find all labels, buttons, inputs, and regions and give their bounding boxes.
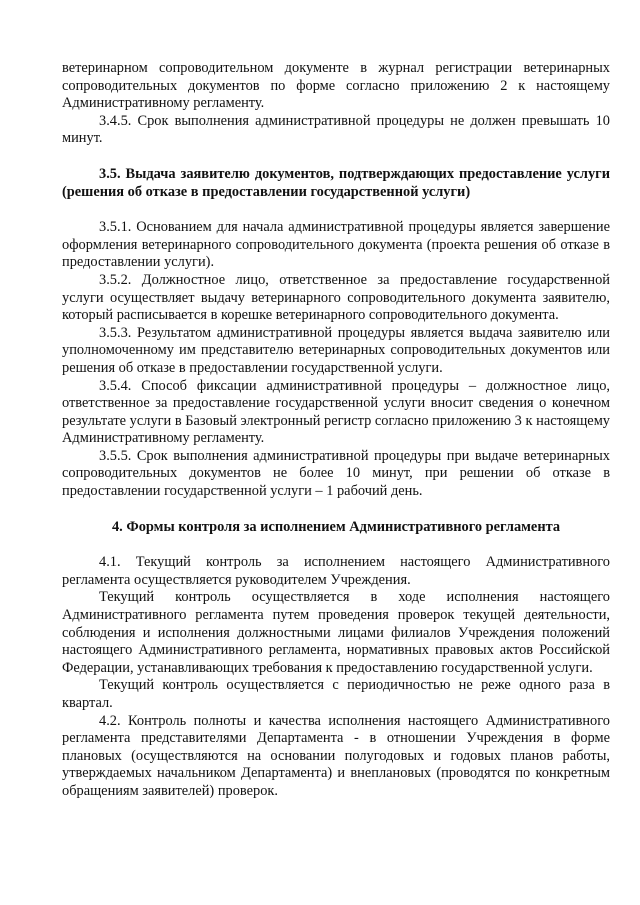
spacer bbox=[62, 148, 610, 166]
paragraph-4-2: 4.2. Контроль полноты и качества исполнения настоящего Административного регламента представителями Департамента - в отношении Учреждения в форме плановых (осуществляются на основании полугодовых и годовых планов работы, утверждаемых начальником Департамента) и внеплановых (проводятся по конкретным обращениям заявителей) проверок. bbox=[62, 712, 610, 799]
spacer bbox=[62, 201, 610, 219]
paragraph-3-5-3: 3.5.3. Результатом административной процедуры является выдача заявителю или уполномоченному им представителю ветеринарных сопроводительных документов или решения об отказе в предоставлении государственной услуги. bbox=[62, 324, 610, 376]
paragraph-3-4-5: 3.4.5. Срок выполнения административной процедуры не должен превышать 10 минут. bbox=[62, 112, 610, 147]
section-heading-4: 4. Формы контроля за исполнением Административного регламента bbox=[111, 518, 561, 535]
paragraph-3-5-1: 3.5.1. Основанием для начала административной процедуры является завершение оформления ветеринарного сопроводительного документа (проекта решения об отказе в предоставлении услуги). bbox=[62, 219, 610, 271]
paragraph-3-5-4: 3.5.4. Способ фиксации административной процедуры – должностное лицо, ответственное за предоставление государственной услуги вносит сведения о конечном результате услуги в Базовый электронный регистр согласно приложению 3 к настоящему Административному регламенту. bbox=[62, 377, 610, 447]
paragraph-4-1: 4.1. Текущий контроль за исполнением настоящего Административного регламента осуществляется руководителем Учреждения. bbox=[62, 554, 610, 588]
paragraph-current-control: Текущий контроль осуществляется в ходе исполнения настоящего Административного регламента путем проведения проверок текущей деятельности, соблюдения и исполнения должностными лицами филиалов Учреждения положений настоящего Административного регламента, нормативных правовых актов Российской Федерации, устанавливающих требования к предоставлению государственной услуги. bbox=[62, 589, 610, 676]
paragraph-continuation: ветеринарном сопроводительном документе в журнал регистрации ветеринарных сопроводительных документов по форме согласно приложению 2 к настоящему Административному регламенту. bbox=[62, 60, 610, 112]
document-page bbox=[62, 60, 610, 801]
paragraph-3-5-2: 3.5.2. Должностное лицо, ответственное за предоставление государственной услуги осуществляет выдачу ветеринарного сопроводительного документа заявителю, который расписывается в корешке ветеринарного сопроводительного документа. bbox=[62, 271, 610, 324]
spacer bbox=[62, 501, 610, 519]
paragraph-periodicity: Текущий контроль осуществляется с периодичностью не реже одного раза в квартал. bbox=[62, 677, 610, 711]
section-heading-3-5: 3.5. Выдача заявителю документов, подтверждающих предоставление услуги (решения об отказе в предоставлении государственной услуги) bbox=[62, 165, 610, 200]
spacer bbox=[62, 536, 610, 554]
paragraph-3-5-5: 3.5.5. Срок выполнения административной процедуры при выдаче ветеринарных сопроводительных документов не более 10 минут, при решении об отказе в предоставлении государственной услуги – 1 рабочий день. bbox=[62, 447, 610, 500]
